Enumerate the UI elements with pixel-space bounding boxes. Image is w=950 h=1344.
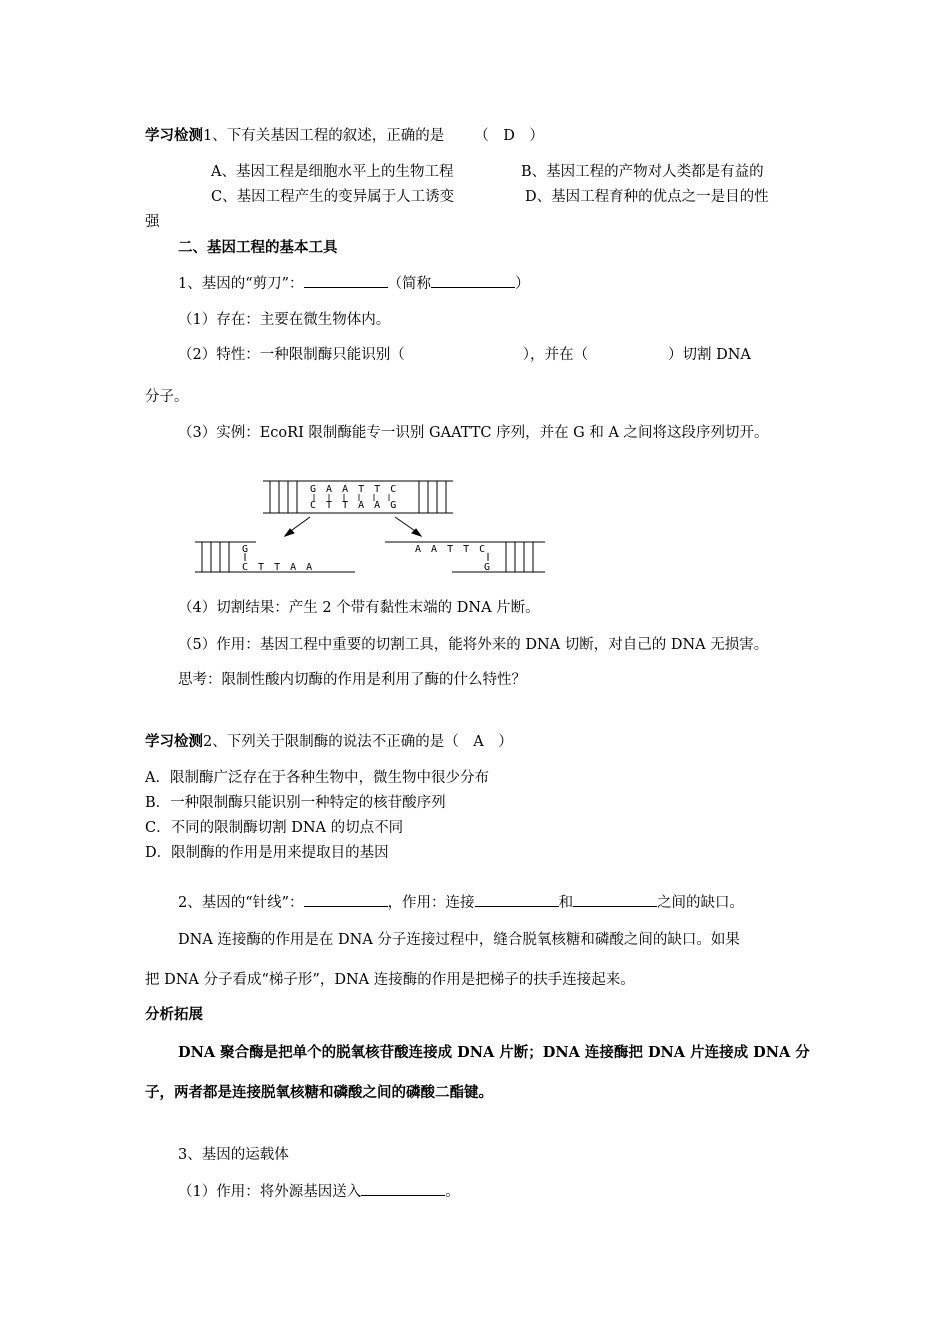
check1-question: 1、下有关基因工程的叙述，正确的是	[203, 128, 445, 144]
check1-label: 学习检测	[145, 127, 203, 144]
needle-blank-1	[304, 892, 388, 907]
check2-question: 2、下列关于限制酶的说法不正确的是（ A ）	[203, 734, 513, 750]
scissors-feature-cont: 分子。	[145, 389, 189, 405]
scissors-feature-a: （2）特性：一种限制酶只能识别（	[178, 347, 405, 363]
analysis-heading: 分析拓展	[145, 1006, 203, 1023]
needle-title-a: 2、基因的“针线”：	[178, 895, 304, 911]
vector-title: 3、基因的运载体	[178, 1147, 289, 1163]
needle-blank-3	[573, 892, 657, 907]
needle-desc-2: 把 DNA 分子看成“梯子形”，DNA 连接酶的作用是把梯子的扶手连接起来。	[145, 972, 635, 988]
needle-title-c: 和	[558, 895, 574, 911]
scissors-blank-1	[304, 273, 388, 288]
check1-option-d: D、基因工程育种的优点之一是目的性	[525, 189, 769, 205]
check2-question-line	[145, 732, 513, 752]
needle-blank-2	[475, 892, 559, 907]
check1-option-b: B、基因工程的产物对人类都是有益的	[521, 164, 764, 180]
scissors-title-c: ）	[515, 276, 530, 292]
left-lower-sequence: C T T A A	[242, 562, 315, 573]
needle-title	[178, 892, 744, 913]
analysis-line-2: 子，两者都是连接脱氧核糖和磷酸之间的磷酸二酯键。	[145, 1084, 493, 1101]
vector-function	[178, 1181, 460, 1202]
vector-blank	[361, 1181, 445, 1196]
check1-question-line	[145, 126, 544, 146]
scissors-title	[178, 273, 530, 294]
section2-heading: 二、基因工程的基本工具	[178, 239, 338, 256]
vector-func-b: 。	[445, 1184, 460, 1200]
needle-title-d: 之间的缺口。	[657, 895, 745, 911]
analysis-line-1: DNA 聚合酶是把单个的脱氧核苷酸连接成 DNA 片断；DNA 连接酶把 DNA 片连接成 DNA 分	[178, 1044, 810, 1061]
scissors-think: 思考：限制性酸内切酶的作用是利用了酶的什么特性？	[178, 672, 526, 688]
right-g-base: G	[484, 562, 493, 573]
scissors-title-a: 1、基因的“剪刀”：	[178, 276, 304, 292]
right-upper-sequence: A A T T C	[415, 544, 488, 555]
check2-option-a: A．限制酶广泛存在于各种生物中，微生物中很少分布	[145, 770, 489, 786]
needle-desc-1: DNA 连接酶的作用是在 DNA 分子连接过程中，缝合脱氧核糖和磷酸之间的缺口。如果	[178, 932, 740, 948]
scissors-function: （5）作用：基因工程中重要的切割工具，能将外来的 DNA 切断，对自己的 DNA 无损害。	[178, 637, 769, 653]
scissors-example: （3）实例：EcoRI 限制酶能专一识别 GAATTC 序列，并在 G 和 A 之间将这段序列切开。	[178, 425, 769, 441]
check2-option-d: D．限制酶的作用是用来提取目的基因	[145, 845, 389, 861]
left-g-base: G	[242, 544, 251, 555]
cut-arrows	[285, 517, 421, 536]
check1-option-a: A、基因工程是细胞水平上的生物工程	[211, 164, 454, 180]
check1-option-d-cont: 强	[145, 214, 160, 230]
vector-func-a: （1）作用：将外源基因送入	[178, 1184, 362, 1200]
check1-option-c: C、基因工程产生的变异属于人工诱变	[211, 189, 455, 205]
scissors-feature-b: ），并在（	[522, 347, 588, 363]
top-lower-sequence: C T T A A G	[310, 500, 399, 511]
check1-answer: （ D ）	[474, 128, 544, 144]
check2-option-b: B．一种限制酶只能识别一种特定的核苷酸序列	[145, 795, 446, 811]
scissors-result: （4）切割结果：产生 2 个带有黏性末端的 DNA 片断。	[178, 600, 540, 616]
check2-option-c: C．不同的限制酶切割 DNA 的切点不同	[145, 820, 404, 836]
check2-label: 学习检测	[145, 733, 203, 750]
needle-title-b: ，作用：连接	[387, 895, 475, 911]
top-upper-sequence: G A A T T C	[310, 484, 399, 495]
scissors-title-b: （简称	[387, 276, 432, 292]
scissors-feature	[178, 345, 751, 365]
scissors-blank-2	[431, 273, 515, 288]
scissors-feature-c: ）切割 DNA	[667, 347, 751, 363]
scissors-exist: （1）存在：主要在微生物体内。	[178, 312, 391, 328]
ecori-cut-diagram	[190, 475, 550, 580]
